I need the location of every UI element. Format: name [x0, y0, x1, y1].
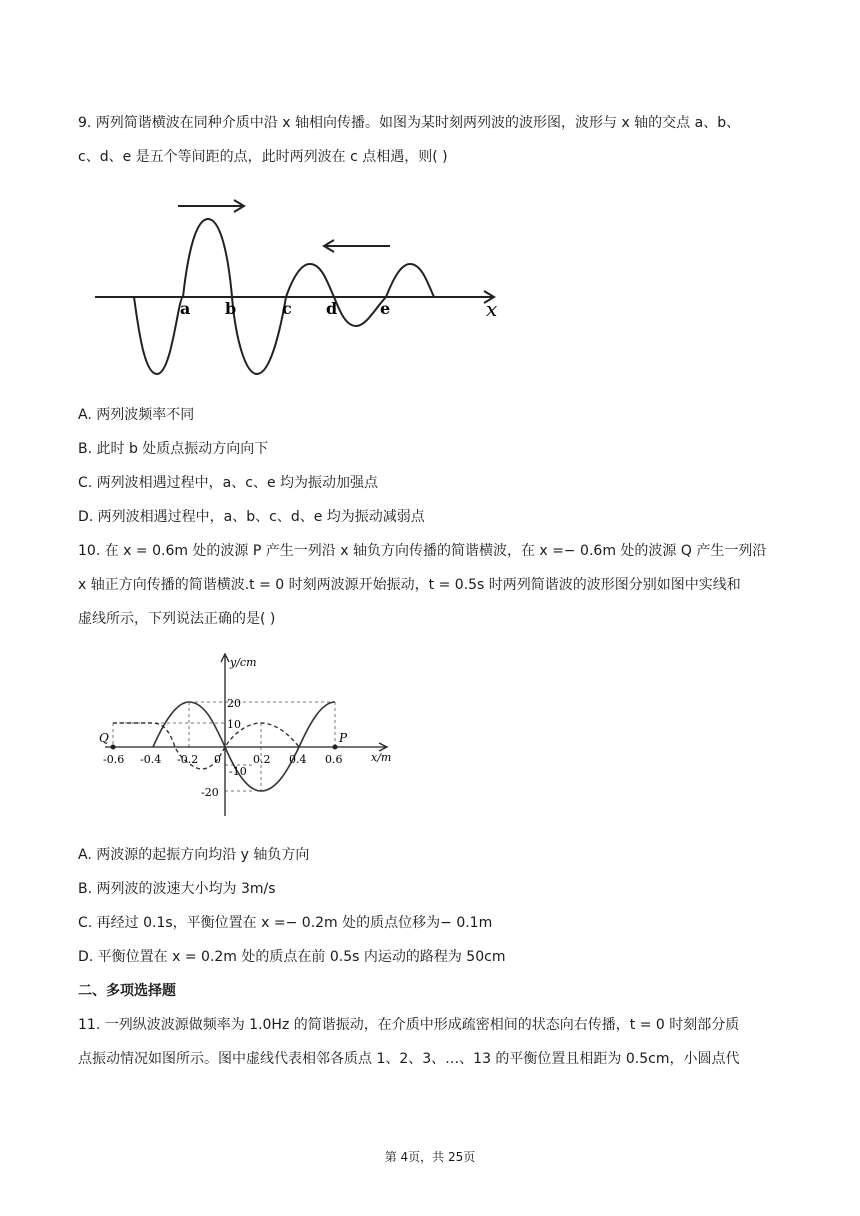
source-p-dot	[333, 745, 338, 750]
x-axis-label: x	[486, 297, 498, 321]
y-tick-label: -20	[201, 786, 219, 799]
q11-stem-line2: 点振动情况如图所示。图中虚线代表相邻各质点 1、2、3、…、13 的平衡位置且相距为 0.5cm，小圆点代	[78, 1051, 740, 1067]
source-p-label: P	[339, 731, 348, 745]
q10-option-d: D. 平衡位置在 x = 0.2m 处的质点在前 0.5s 内运动的路程为 50cm	[78, 949, 506, 965]
x-axis-label: x/m	[371, 751, 392, 764]
q9-option-b: B. 此时 b 处质点振动方向向下	[78, 441, 269, 457]
x-tick-label: 0.6	[325, 753, 343, 766]
x-tick-label: 0	[214, 753, 221, 766]
left-arrow-icon	[324, 240, 390, 252]
q10-stem-line2: x 轴正方向传播的简谐横波.t = 0 时刻两波源开始振动，t = 0.5s 时两列简谐波的波形图分别如图中实线和	[78, 577, 741, 593]
x-tick-label: -0.4	[140, 753, 162, 766]
q10-stem-line3: 虚线所示，下列说法正确的是( )	[78, 611, 276, 627]
point-label-e: e	[380, 299, 391, 318]
q10-stem-line1: 10. 在 x = 0.6m 处的波源 P 产生一列沿 x 轴负方向传播的简谐横波，在 x =− 0.6m 处的波源 Q 产生一列沿	[78, 543, 767, 559]
page-footer: 第 4页，共 25页	[384, 1150, 476, 1164]
x-tick-label: -0.6	[103, 753, 125, 766]
q9-wave-figure	[90, 192, 510, 382]
x-tick-label: -0.2	[177, 753, 199, 766]
y-tick-label: 20	[227, 697, 241, 710]
y-axis	[221, 654, 229, 816]
point-label-d: d	[326, 299, 338, 318]
point-label-a: a	[180, 299, 191, 318]
q10-wave-figure	[95, 650, 405, 820]
right-arrow-icon	[178, 200, 244, 212]
x-tick-label: 0.4	[289, 753, 307, 766]
left-moving-wave	[286, 264, 434, 326]
q10-option-b: B. 两列波的波速大小均为 3m/s	[78, 881, 276, 897]
q9-stem-line1: 9. 两列简谐横波在同种介质中沿 x 轴相向传播。如图为某时刻两列波的波形图，波形与 x 轴的交点 a、b、	[78, 115, 741, 131]
point-label-c: c	[282, 299, 292, 318]
x-axis	[95, 291, 494, 303]
q11-stem-line1: 11. 一列纵波波源做频率为 1.0Hz 的简谐振动，在介质中形成疏密相间的状态向右传播，t = 0 时刻部分质	[78, 1017, 740, 1033]
q9-stem-line2: c、d、e 是五个等间距的点，此时两列波在 c 点相遇，则( )	[78, 149, 448, 165]
y-tick-label: -10	[229, 765, 247, 778]
q9-option-a: A. 两列波频率不同	[78, 407, 195, 423]
source-q-label: Q	[99, 731, 109, 745]
q10-option-c: C. 再经过 0.1s，平衡位置在 x =− 0.2m 处的质点位移为− 0.1m	[78, 915, 493, 931]
y-axis-label: y/cm	[230, 656, 257, 669]
q9-option-d: D. 两列波相遇过程中，a、b、c、d、e 均为振动减弱点	[78, 509, 425, 525]
source-q-dot	[111, 745, 116, 750]
x-tick-label: 0.2	[253, 753, 271, 766]
point-label-b: b	[225, 299, 237, 318]
q9-option-c: C. 两列波相遇过程中，a、c、e 均为振动加强点	[78, 475, 379, 491]
y-tick-label: 10	[227, 718, 241, 731]
q10-option-a: A. 两波源的起振方向均沿 y 轴负方向	[78, 847, 310, 863]
section-title: 二、多项选择题	[78, 983, 176, 999]
